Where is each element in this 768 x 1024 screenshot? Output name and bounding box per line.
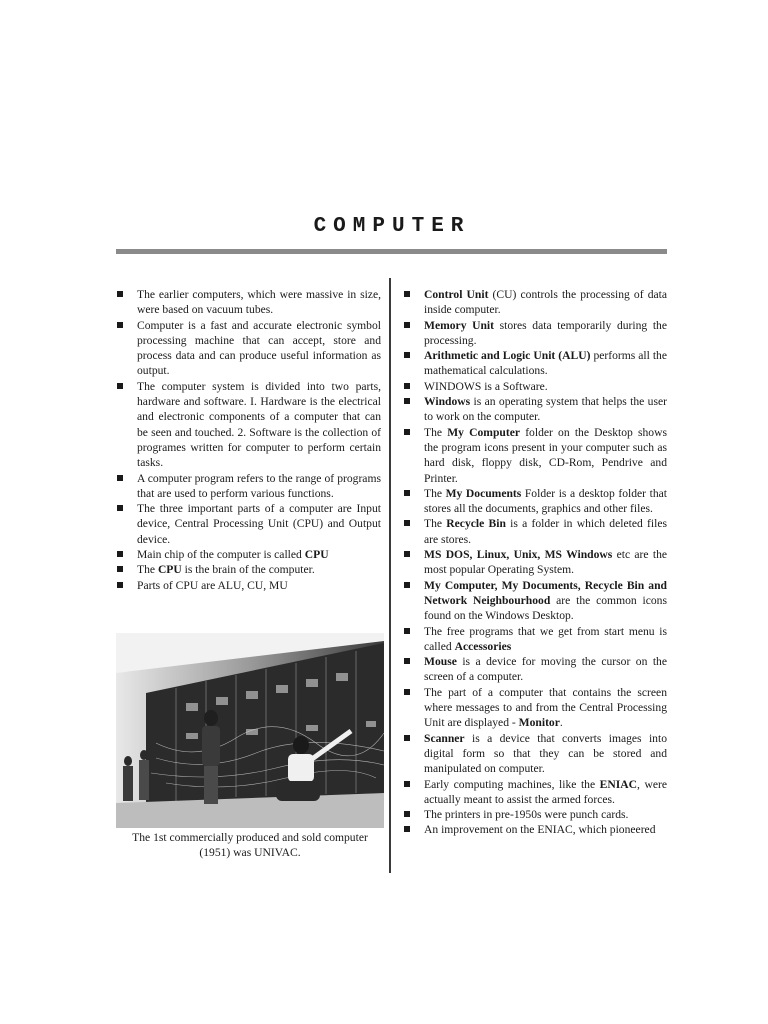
bullet-item [116,379,381,471]
bullet-text: (CU) controls the processing of data inside computer. [424,288,667,317]
bullet-item [403,822,667,837]
bullet-text: is a folder in which deleted files are stores. [424,517,667,546]
bullet-item [116,562,381,577]
bullet-item [116,471,381,502]
bullet-item [403,547,667,578]
bullet-item [403,807,667,822]
bold-term: Mouse [424,655,457,669]
bullet-text: The part of a computer that contains the screen where messages to and from the Central Processing Unit are displayed - [424,685,667,730]
bullet-text: is a device for moving the cursor on the screen of a computer. [424,655,667,684]
bullet-text: Folder is a desktop folder that stores all the documents, graphics and other files. [424,486,667,516]
bullet-item [403,287,667,318]
bullet-item [403,486,667,517]
bullet-text: Computer is a fast and accurate electronic symbol processing machine that can accept, store and process data and can produce useful information as output. [137,318,381,378]
bullet-text: are the common icons found on the Windows Desktop. [424,593,667,623]
bullet-item [116,501,381,547]
bullet-text: stores data temporarily during the processing. [424,318,667,347]
bold-term: Control Unit [424,288,489,301]
bullet-item [403,578,667,624]
bold-term: Windows [424,395,471,409]
bullet-item [116,578,381,593]
title-underline [116,249,667,254]
photo-caption: The 1st commercially produced and sold computer (1951) was UNIVAC. [132,831,368,859]
bold-term: CPU [157,563,182,577]
bullet-item [403,516,667,547]
bold-term: Monitor [518,716,560,730]
bold-term: My Computer [447,425,521,439]
bullet-text: . [559,716,563,730]
right-column-list [403,287,667,838]
bold-term: My Computer, My Documents, Recycle Bin and Network Neighbourhood [424,578,667,607]
historic-computer-photo [116,633,384,828]
bullet-text: WINDOWS is a Software. [424,379,548,393]
page-title: COMPUTER [313,215,471,238]
left-column-list [116,287,381,593]
bullet-text: is a device that converts images into digital form so that they can be stored and manipulated on computer. [424,731,667,776]
bullet-item [116,287,381,318]
bullet-text: is the brain of the computer. [181,563,315,577]
bullet-item [403,318,667,349]
bullet-item [403,654,667,685]
bullet-text: performs all the mathematical calculations. [424,349,667,378]
bold-term: Recycle Bin [446,517,506,531]
bullet-text: The [424,486,446,500]
bullet-text: , were actually meant to assist the armed forces. [424,777,667,806]
bullet-text: The [137,563,158,577]
bold-term: CPU [304,548,329,562]
bullet-item [403,379,667,394]
bullet-text: folder on the Desktop shows the program icons present in your computer such as hard disk, floppy disk, CD-Rom, Pendrive and Printer. [424,425,667,485]
bullet-text: A computer program refers to the range of programs that are used to perform various functions. [137,471,381,500]
bold-term: Scanner [424,731,465,745]
bullet-text: Main chip of the computer is called [137,548,305,562]
bold-term: Accessories [454,639,512,653]
bullet-item [403,394,667,425]
bold-term: ENIAC [599,777,638,791]
bullet-text: The [424,517,447,531]
bullet-text: Parts of CPU are ALU, CU, MU [137,578,288,592]
bullet-text: The printers in pre-1950s were punch cards. [424,808,629,822]
bullet-text: The three important parts of a computer are Input device, Central Processing Unit (CPU) and Output device. [137,502,381,546]
bullet-item [403,425,667,486]
bullet-item [116,318,381,379]
bullet-item [403,731,667,777]
bullet-text: An improvement on the ENIAC, which pioneered [424,823,656,837]
bullet-text: The earlier computers, which were massive in size, were based on vacuum tubes. [137,288,381,317]
bullet-text: The computer system is divided into two parts, hardware and software. I. Hardware is the electrical and electronic components of a computer that can be seen and touched. 2. Software is the collection of programes written for computer to perform certain tasks. [137,379,381,470]
bullet-text: The [424,425,448,439]
bullet-text: The free programs that we get from start menu is called [424,624,667,653]
bold-term: Memory Unit [424,318,495,332]
column-divider [389,278,391,873]
bullet-item [403,685,667,731]
bullet-text: is an operating system that helps the user to work on the computer. [424,395,667,424]
bullet-item [403,624,667,655]
bullet-item [116,547,381,562]
bullet-item [403,348,667,379]
bullet-text: Early computing machines, like the [424,777,600,791]
bold-term: Arithmetic and Logic Unit (ALU) [424,349,591,363]
bullet-text: etc are the most popular Operating System. [424,548,668,577]
bold-term: MS DOS, Linux, Unix, MS Windows [424,548,613,562]
bold-term: My Documents [445,486,522,500]
bullet-item [403,777,667,808]
